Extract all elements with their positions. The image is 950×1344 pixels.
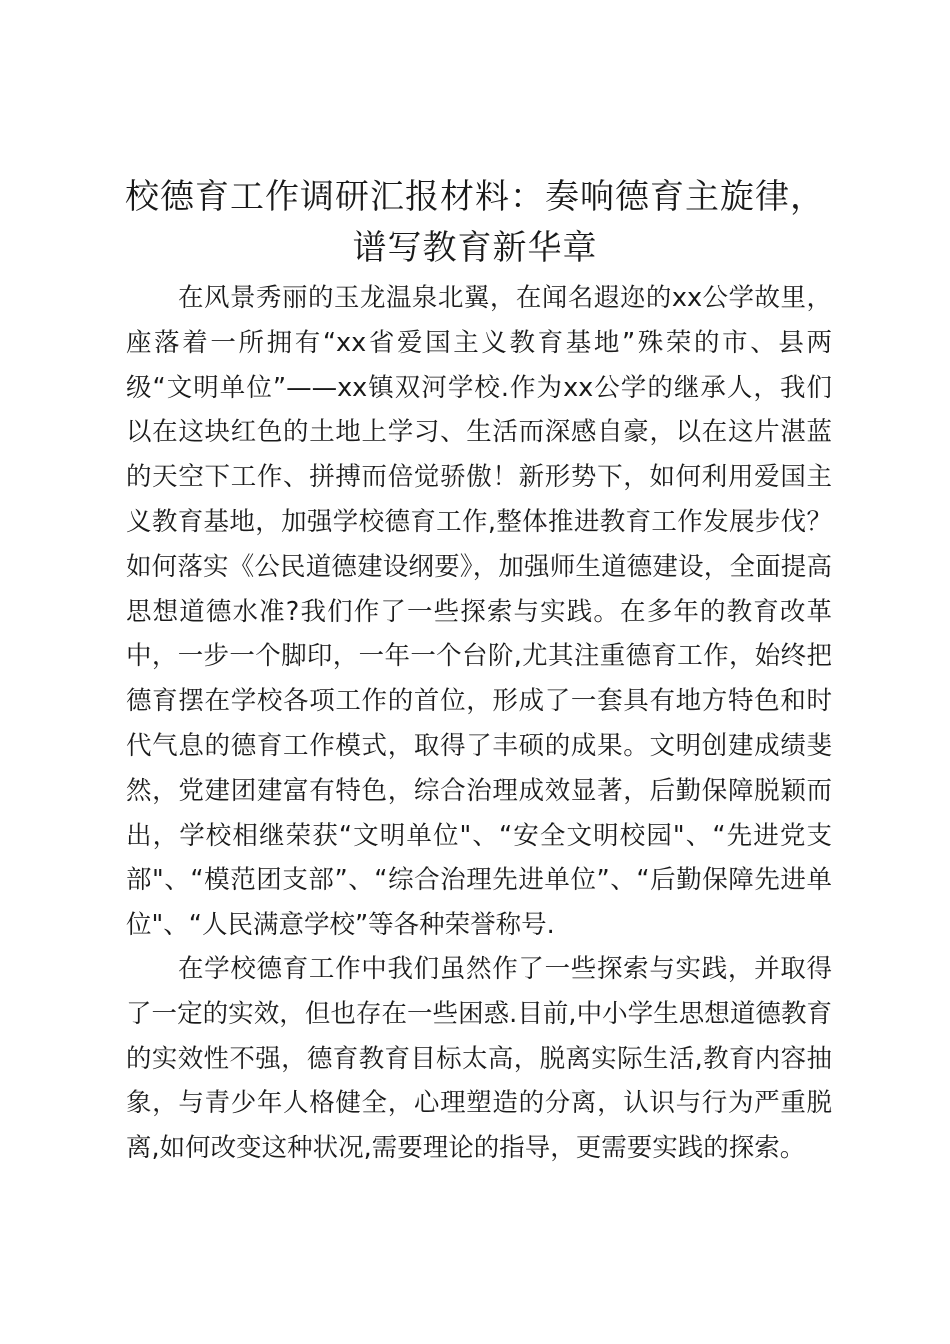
document-title: 校德育工作调研汇报材料：奏响德育主旋律，谱写教育新华章 [125, 177, 825, 268]
body-paragraph-1: 在风景秀丽的玉龙温泉北翼，在闻名遐迩的xx公学故里，座落着一所拥有“xx省爱国主义教育基地”殊荣的市、县两级“文明单位”——xx镇双河学校.作为xx公学的继承人，我们以在这块红色的土地上学习、生活而深感自豪，以在这片湛蓝的天空下工作、拼搏而倍觉骄傲！新形势下，如何利用爱国主义教育基地，加强学校德育工作,整体推进教育工作发展步伐？如何落实《公民道德建设纲要》，加强师生道德建设，全面提高思想道德水准?我们作了一些探索与实践。在多年的教育改革中，一步一个脚印，一年一个台阶,尤其注重德育工作，始终把德育摆在学校各项工作的首位，形成了一套具有地方特色和时代气息的德育工作模式，取得了丰硕的成果。文明创建成绩斐然，党建团建富有特色，综合治理成效显著，后勤保障脱颖而出，学校相继荣获“文明单位"、“安全文明校园"、“先进党支部"、“模范团支部”、“综合治理先进单位”、“后勤保障先进单位"、“人民满意学校”等各种荣誉称号. [126, 283, 832, 941]
body-paragraph-2: 在学校德育工作中我们虽然作了一些探索与实践，并取得了一定的实效，但也存在一些困惑.目前,中小学生思想道德教育的实效性不强，德育教育目标太高，脱离实际生活,教育内容抽象，与青少年人格健全，心理塑造的分离，认识与行为严重脱离,如何改变这种状况,需要理论的指导，更需要实践的探索。 [126, 954, 832, 1164]
